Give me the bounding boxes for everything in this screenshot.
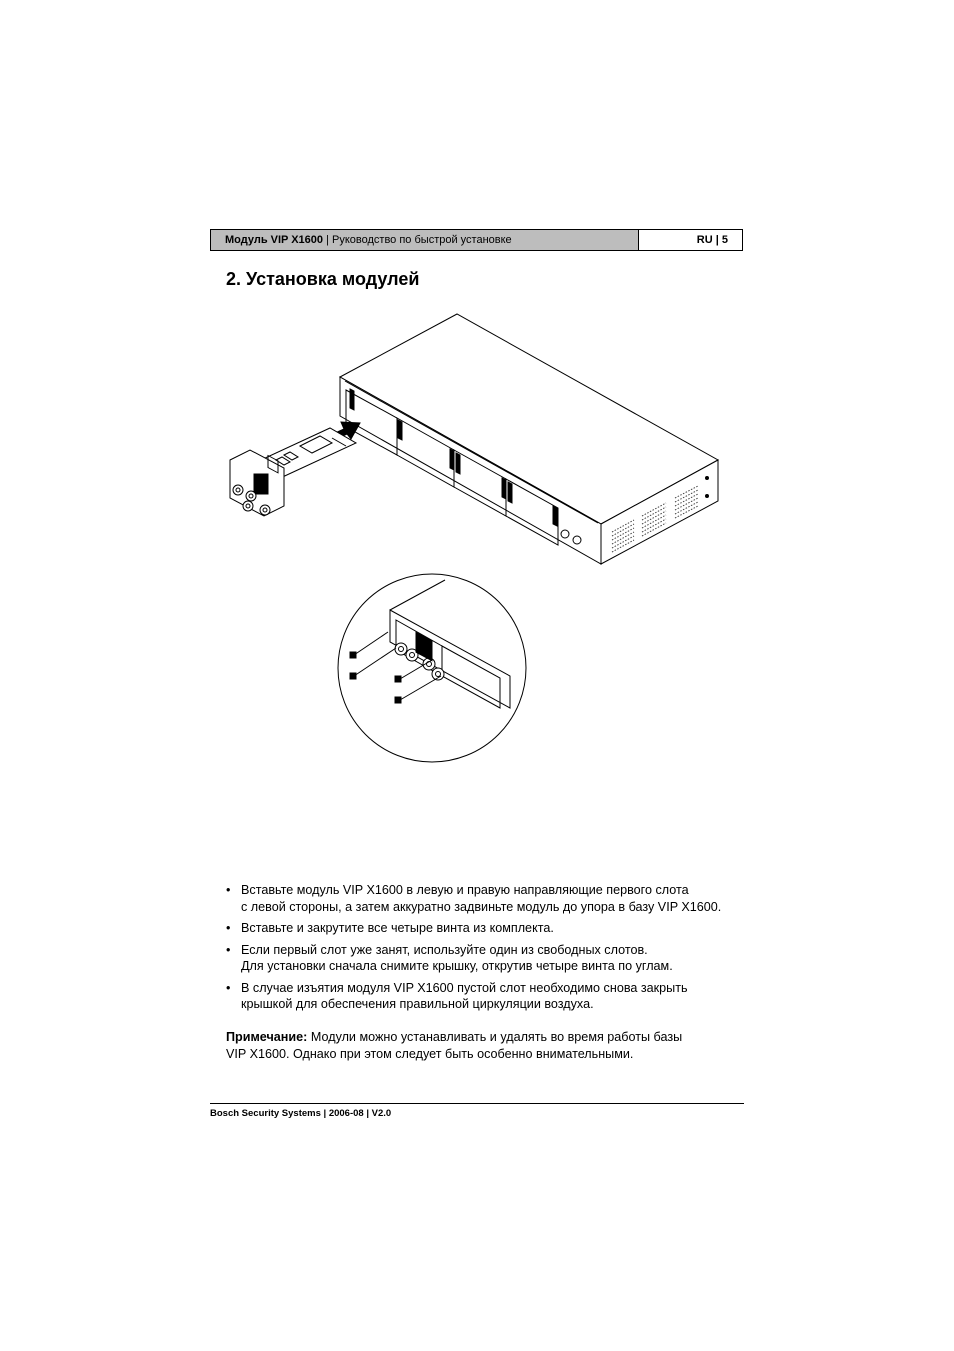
note-text: Модули можно устанавливать и удалять во время работы базы VIP X1600. Однако при этом следует быть особенно внимательными.	[226, 1030, 683, 1061]
footer-divider	[210, 1103, 744, 1104]
header-product: Модуль VIP X1600	[225, 234, 324, 246]
instruction-item: • В случае изъятия модуля VIP X1600 пустой слот необходимо снова закрыть крышкой для обеспечения правильной циркуляции воздуха.	[226, 980, 746, 1013]
header-separator: |	[323, 234, 333, 246]
header-subtitle: Руководство по быстрой установке	[332, 234, 512, 246]
note-paragraph	[226, 1029, 746, 1062]
instruction-item: • Вставьте модуль VIP X1600 в левую и правую направляющие первого слота с левой стороны, а затем аккуратно задвиньте модуль до упора в базу VIP X1600.	[226, 882, 746, 915]
note-label: Примечание:	[226, 1030, 308, 1044]
instruction-item: • Если первый слот уже занят, используйте один из свободных слотов. Для установки сначала снимите крышку, открутив четыре винта по углам.	[226, 942, 746, 975]
instruction-item: • Вставьте и закрутите все четыре винта из комплекта.	[226, 920, 746, 937]
screw-detail-drawing	[338, 574, 526, 762]
section-title: 2. Установка модулей	[226, 269, 420, 289]
footer-text: Bosch Security Systems | 2006-08 | V2.0	[210, 1108, 392, 1119]
header-page-number: RU | 5	[638, 230, 742, 250]
header-title	[211, 230, 638, 250]
page-header	[210, 229, 743, 251]
installation-illustration	[220, 310, 740, 770]
instruction-list	[226, 882, 746, 1018]
module-card-drawing	[230, 428, 356, 516]
base-unit-drawing	[340, 314, 718, 564]
